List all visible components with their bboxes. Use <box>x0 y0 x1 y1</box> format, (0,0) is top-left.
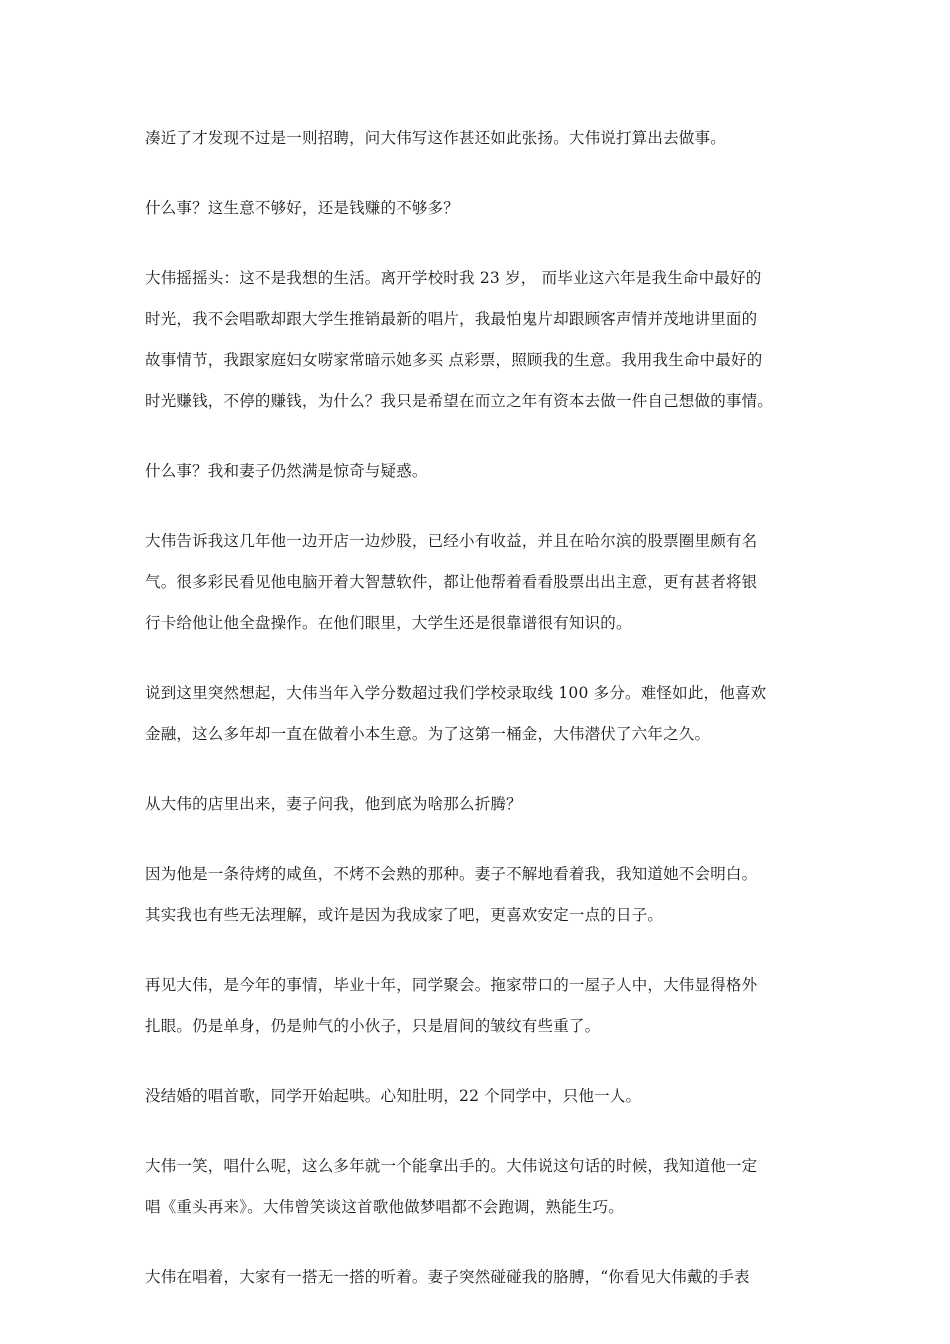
text-line: 说到这里突然想起，大伟当年入学分数超过我们学校录取线 100 多分。难怪如此，他喜欢 <box>145 684 767 702</box>
text-line: 扎眼。仍是单身，仍是帅气的小伙子，只是眉间的皱纹有些重了。 <box>145 1017 601 1035</box>
paragraph <box>145 188 810 229</box>
paragraph <box>145 521 810 644</box>
paragraph <box>145 1076 810 1117</box>
text-line: 什么事？这生意不够好，还是钱赚的不够多？ <box>145 199 460 217</box>
paragraph <box>145 118 810 159</box>
paragraph <box>145 1257 810 1298</box>
text-line: 再见大伟，是今年的事情，毕业十年，同学聚会。拖家带口的一屋子人中，大伟显得格外 <box>145 976 758 994</box>
text-line: 大伟告诉我这几年他一边开店一边炒股，已经小有收益，并且在哈尔滨的股票圈里颇有名 <box>145 532 758 550</box>
text-line: 时光赚钱，不停的赚钱，为什么？我只是希望在而立之年有资本去做一件自己想做的事情。 <box>145 392 774 410</box>
text-line: 凑近了才发现不过是一则招聘，问大伟写这作甚还如此张扬。大伟说打算出去做事。 <box>145 129 726 147</box>
text-line: 因为他是一条待烤的咸鱼，不烤不会熟的那种。妻子不解地看着我，我知道她不会明白。 <box>145 865 758 883</box>
text-line: 从大伟的店里出来，妻子问我，他到底为啥那么折腾？ <box>145 795 522 813</box>
text-line: 时光，我不会唱歌却跟大学生推销最新的唱片，我最怕鬼片却跟顾客声情并茂地讲里面的 <box>145 310 758 328</box>
text-line: 大伟一笑，唱什么呢，这么多年就一个能拿出手的。大伟说这句话的时候，我知道他一定 <box>145 1157 758 1175</box>
document-body <box>145 118 810 1327</box>
paragraph <box>145 1146 810 1228</box>
paragraph <box>145 854 810 936</box>
text-line: 大伟摇摇头：这不是我想的生活。离开学校时我 23 岁， 而毕业这六年是我生命中最好的 <box>145 269 762 287</box>
text-line: 没结婚的唱首歌，同学开始起哄。心知肚明，22 个同学中，只他一人。 <box>145 1087 642 1105</box>
text-line: 什么事？我和妻子仍然满是惊奇与疑惑。 <box>145 462 428 480</box>
paragraph <box>145 673 810 755</box>
text-line: 大伟在唱着，大家有一搭无一搭的听着。妻子突然碰碰我的胳膊，“你看见大伟戴的手表 <box>145 1268 750 1286</box>
paragraph <box>145 451 810 492</box>
text-line: 其实我也有些无法理解，或许是因为我成家了吧，更喜欢安定一点的日子。 <box>145 906 664 924</box>
paragraph <box>145 965 810 1047</box>
text-line: 气。很多彩民看见他电脑开着大智慧软件，都让他帮着看看股票出出主意，更有甚者将银 <box>145 573 758 591</box>
text-line: 金融，这么多年却一直在做着小本生意。为了这第一桶金，大伟潜伏了六年之久。 <box>145 725 711 743</box>
text-line: 故事情节，我跟家庭妇女唠家常暗示她多买 点彩票，照顾我的生意。我用我生命中最好的 <box>145 351 763 369</box>
text-line: 行卡给他让他全盘操作。在他们眼里，大学生还是很靠谱很有知识的。 <box>145 614 632 632</box>
paragraph <box>145 258 810 422</box>
text-line: 唱《重头再来》。大伟曾笑谈这首歌他做梦唱都不会跑调，熟能生巧。 <box>145 1198 624 1216</box>
paragraph <box>145 784 810 825</box>
